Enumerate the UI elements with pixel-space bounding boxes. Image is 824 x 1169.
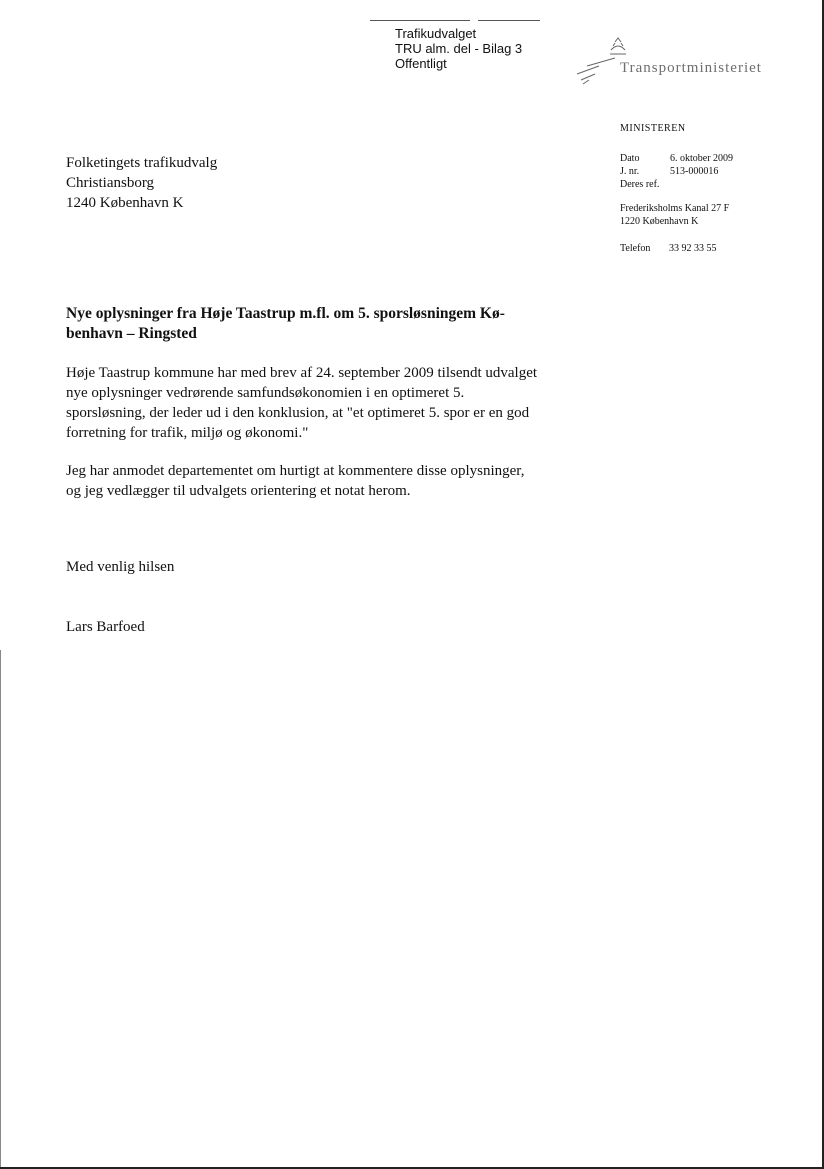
body-paragraph-1: [66, 363, 537, 443]
stamp-committee: Trafikudvalget: [395, 26, 477, 41]
phone-value: 33 92 33 55: [669, 243, 717, 254]
body-line: nye oplysninger vedrørende samfundsøkonomien i en optimeret 5.: [66, 385, 465, 401]
signature-name: Lars Barfoed: [66, 619, 145, 635]
sender-city: 1220 København K: [620, 216, 699, 227]
scan-line: [370, 20, 470, 21]
recipient-building: Christiansborg: [66, 175, 155, 191]
stamp-status: Offentligt: [395, 56, 447, 71]
date-label: Dato: [620, 153, 640, 164]
body-line: Høje Taastrup kommune har med brev af 24. september 2009 tilsendt udvalget: [66, 365, 538, 381]
recipient-address: [66, 153, 217, 213]
document-stamp: [395, 26, 522, 71]
scan-line: [478, 20, 540, 21]
sender-title: MINISTEREN: [620, 123, 686, 134]
body-line: og jeg vedlægger til udvalgets orientering et notat herom.: [66, 483, 411, 499]
recipient-city: 1240 København K: [66, 195, 184, 211]
body-line: forretning for trafik, miljø og økonomi.": [66, 425, 309, 441]
journal-value: 513-000016: [670, 166, 719, 177]
ministry-name: Transportministeriet: [620, 60, 762, 76]
your-ref-label: Deres ref.: [620, 179, 660, 190]
phone-label: Telefon: [620, 243, 651, 254]
subject-line: Nye oplysninger fra Høje Taastrup m.fl. om 5. sporsløsningem Kø-: [66, 305, 505, 322]
recipient-name: Folketingets trafikudvalg: [66, 155, 218, 171]
sender-address: [620, 202, 729, 228]
date-value: 6. oktober 2009: [670, 153, 734, 164]
letter-subject: [66, 304, 586, 344]
sender-street: Frederiksholms Kanal 27 F: [620, 203, 730, 214]
page-edge-left: [0, 650, 1, 1169]
closing-greeting: Med venlig hilsen: [66, 559, 175, 575]
body-line: Jeg har anmodet departementet om hurtigt at kommentere disse oplysninger,: [66, 463, 525, 479]
body-line: sporsløsning, der leder ud i den konklusion, at "et optimeret 5. spor er en god: [66, 405, 530, 421]
journal-label: J. nr.: [620, 166, 640, 177]
body-paragraph-2: [66, 461, 524, 501]
stamp-reference: TRU alm. del - Bilag 3: [395, 41, 523, 56]
subject-line: benhavn – Ringsted: [66, 325, 197, 342]
ministry-logo: [575, 34, 785, 94]
